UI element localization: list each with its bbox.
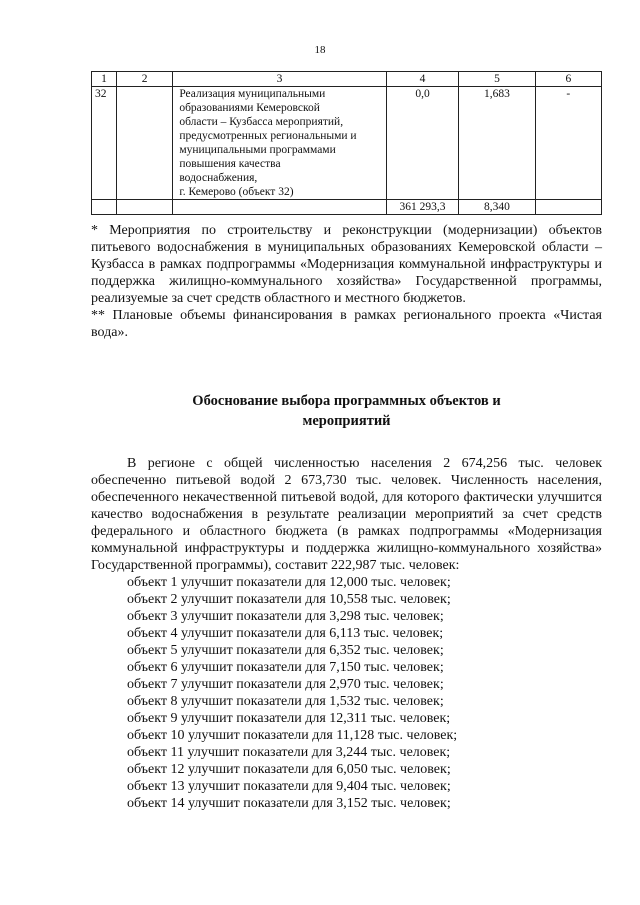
header-cell-1: 1 (92, 72, 117, 87)
total-empty-cell (173, 200, 386, 215)
header-cell-2: 2 (116, 72, 172, 87)
total-empty-cell (116, 200, 172, 215)
row-number-cell: 32 (92, 87, 117, 200)
row-col6-cell: - (535, 87, 601, 200)
list-item: объект 3 улучшит показатели для 3,298 тыс. человек; (127, 609, 444, 624)
description-line: образованиями Кемеровской (179, 102, 320, 114)
list-item: объект 10 улучшит показатели для 11,128 тыс. человек; (127, 728, 458, 743)
list-item: объект 6 улучшит показатели для 7,150 тыс. человек; (127, 660, 444, 675)
list-item: объект 8 улучшит показатели для 1,532 тыс. человек; (127, 694, 444, 709)
list-item: объект 1 улучшит показатели для 12,000 тыс. человек; (127, 575, 451, 590)
description-line: Реализация муниципальными (179, 88, 326, 100)
description-line: водоснабжения, (179, 172, 258, 184)
objects-list (91, 574, 602, 812)
total-empty-cell (535, 200, 601, 215)
footnote-2: ** Плановые объемы финансирования в рамках регионального проекта «Чистая вода». (91, 308, 602, 340)
header-cell-6: 6 (535, 72, 601, 87)
row-col2-cell (116, 87, 172, 200)
description-line: муниципальными программами (179, 144, 336, 156)
list-item: объект 5 улучшит показатели для 6,352 тыс. человек; (127, 643, 444, 658)
description-line: области – Кузбасса мероприятий, (179, 116, 344, 128)
total-col4-cell: 361 293,3 (386, 200, 458, 215)
section-heading (91, 391, 602, 431)
footnote-1: * Мероприятия по строительству и реконструкции (модернизации) объектов питьевого водоснабжения в муниципальных образованиях Кемеровской области – Кузбасса в рамках подпрограммы «Модернизация коммунальной инфраструктуры и поддержка жилищно-коммунального хозяйства» Государственной программы, реализуемые за счет средств областного и местного бюджетов. (91, 223, 602, 306)
list-item: объект 12 улучшит показатели для 6,050 тыс. человек; (127, 762, 451, 777)
total-col5-cell: 8,340 (459, 200, 535, 215)
financing-table (91, 71, 602, 215)
row-col4-cell: 0,0 (386, 87, 458, 200)
list-item: объект 13 улучшит показатели для 9,404 тыс. человек; (127, 779, 451, 794)
description-line: предусмотренных региональными и (179, 130, 357, 142)
header-cell-4: 4 (386, 72, 458, 87)
description-line: повышения качества (179, 158, 281, 170)
body-section (91, 455, 602, 812)
list-item: объект 2 улучшит показатели для 10,558 тыс. человек; (127, 592, 451, 607)
list-item: объект 11 улучшит показатели для 3,244 тыс. человек; (127, 745, 451, 760)
page-number: 18 (314, 44, 326, 56)
row-description-cell (173, 87, 386, 200)
list-item: объект 9 улучшит показатели для 12,311 тыс. человек; (127, 711, 451, 726)
header-cell-5: 5 (459, 72, 535, 87)
list-item: объект 4 улучшит показатели для 6,113 тыс. человек; (127, 626, 444, 641)
list-item: объект 7 улучшит показатели для 2,970 тыс. человек; (127, 677, 444, 692)
body-paragraph: В регионе с общей численностью населения 2 674,256 тыс. человек обеспеченно питьевой водой 2 673,730 тыс. человек. Численность населения, обеспеченного некачественной питьевой водой, для которого фактически улучшится качество водоснабжения в результате реализации мероприятий за счет средств федерального и областного бюджета (в рамках подпрограммы «Модернизация коммунальной инфраструктуры и поддержка жилищно-коммунального хозяйства» Государственной программы), составит 222,987 тыс. человек: (91, 456, 602, 573)
footnotes (91, 222, 602, 341)
header-cell-3: 3 (173, 72, 386, 87)
row-col5-cell: 1,683 (459, 87, 535, 200)
table-header-row (92, 72, 602, 87)
heading-line-1: Обоснование выбора программных объектов и (192, 393, 501, 409)
heading-line-2: мероприятий (302, 413, 391, 429)
list-item: объект 14 улучшит показатели для 3,152 тыс. человек; (127, 796, 451, 811)
table-total-row (92, 200, 602, 215)
table-row (92, 87, 602, 200)
total-empty-cell (92, 200, 117, 215)
description-line: г. Кемерово (объект 32) (179, 186, 294, 198)
